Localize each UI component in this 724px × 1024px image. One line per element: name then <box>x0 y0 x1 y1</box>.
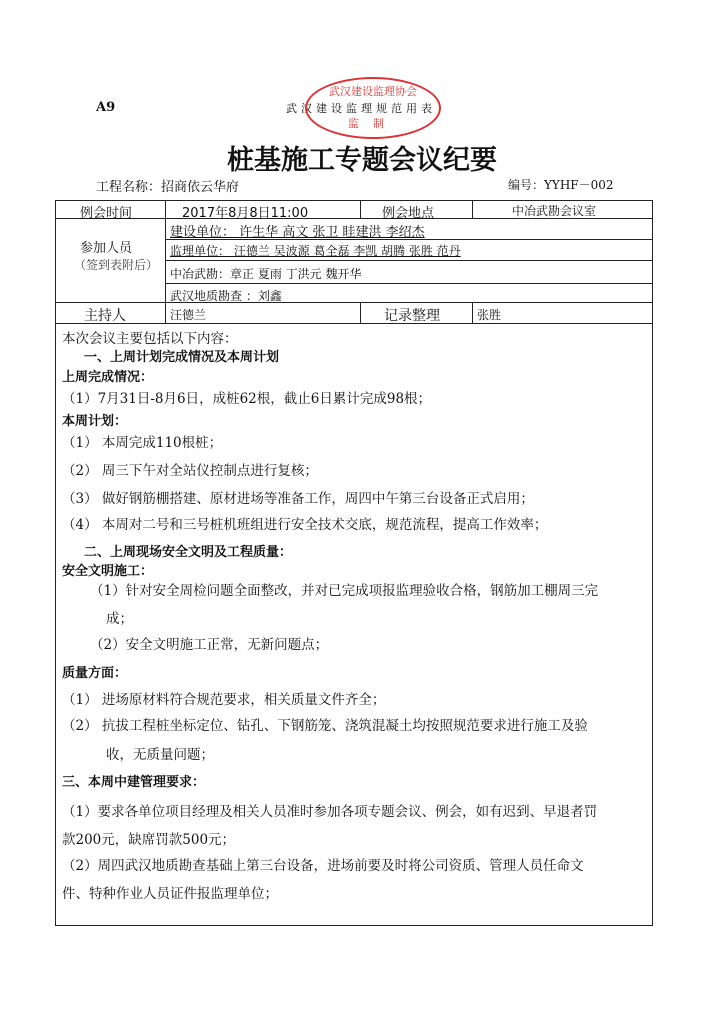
subsection-heading: 上周完成情况： <box>62 370 154 385</box>
table-divider <box>165 260 653 261</box>
attendees-supervision: 监理单位： 汪德兰 吴波源 葛全磊 李凯 胡腾 张胜 范丹 <box>170 244 461 258</box>
body-line: （2）周四武汉地质勘查基础上第三台设备，进场前要及时将公司资质、管理人员任命文 <box>62 858 584 874</box>
body-line: （1）要求各单位项目经理及相关人员准时参加各项专题会议、例会，如有迟到、早退者罚 <box>62 804 598 820</box>
body-line: 收，无质量问题； <box>106 747 214 763</box>
spec-text: 武汉建设监理规范用表 <box>286 102 436 115</box>
meeting-place-value: 中冶武勘会议室 <box>512 204 597 218</box>
table-divider <box>472 302 473 323</box>
document-code: 编号：YYHF－002 <box>508 178 614 192</box>
table-divider <box>165 283 653 284</box>
subsection-heading: 安全文明施工： <box>62 564 154 579</box>
body-line: 本次会议主要包括以下内容： <box>62 331 238 347</box>
attendees-label: 参加人员 <box>80 241 133 256</box>
host-label: 主持人 <box>84 308 126 324</box>
association-stamp <box>305 77 441 139</box>
body-line: （3） 做好钢筋棚搭建、原材进场等准备工作，周四中午第三台设备正式启用； <box>62 491 534 507</box>
body-line: （2）安全文明施工正常，无新问题点； <box>90 637 329 653</box>
body-line: （1）7月31日-8月6日，成桩62根，截止6日累计完成98根； <box>62 391 432 407</box>
subsection-heading: 质量方面： <box>62 666 128 681</box>
section-heading: 三、本周中建管理要求： <box>62 775 206 790</box>
table-divider <box>165 200 166 323</box>
meeting-place-label: 例会地点 <box>382 206 435 221</box>
body-line: （1） 进场原材料符合规范要求，相关质量文件齐全； <box>62 692 386 708</box>
section-heading: 二、上周现场安全文明及工程质量： <box>84 545 293 560</box>
table-divider <box>55 323 653 324</box>
recorder-label: 记录整理 <box>384 308 440 324</box>
meeting-time-value: 2017年8月8日11:00 <box>182 206 309 221</box>
body-line: 款200元，缺席罚款500元； <box>62 832 236 848</box>
body-line: 件、特种作业人员证件报监理单位； <box>62 886 278 902</box>
section-heading: 一、上周计划完成情况及本周计划 <box>84 350 280 365</box>
body-line: （4） 本周对二号和三号桩机班组进行安全技术交底，规范流程，提高工作效率； <box>62 517 548 533</box>
table-border <box>55 200 653 201</box>
attendees-geology: 武汉地质勘查 ：刘鑫 <box>170 289 282 303</box>
form-id: A9 <box>96 100 116 115</box>
table-divider <box>472 200 473 218</box>
body-line: （1）针对安全周检问题全面整改，并对已完成项报监理验收合格，钢筋加工棚周三完 <box>90 583 599 599</box>
table-border <box>55 925 653 926</box>
attendees-zhongye: 中冶武勘：章正 夏雨 丁洪元 魏开华 <box>170 267 362 281</box>
page-title: 桩基施工专题会议纪要 <box>227 145 497 176</box>
host-value: 汪德兰 <box>170 308 207 322</box>
table-divider <box>360 302 361 323</box>
subsection-heading: 本周计划： <box>62 414 128 429</box>
attendees-note: （签到表附后） <box>74 258 159 272</box>
stamp-bottom-text: 监制 <box>348 117 398 130</box>
project-name: 工程名称：招商依云华府 <box>96 180 240 195</box>
attendees-construction: 建设单位： 许生华 高文 张卫 眭建洪 李绍杰 <box>170 225 425 240</box>
table-border <box>652 200 653 926</box>
body-line: （2） 周三下午对全站仪控制点进行复核； <box>62 463 318 479</box>
body-line: （2） 抗拔工程桩坐标定位、钻孔、下钢筋笼、浇筑混凝土均按照规范要求进行施工及验 <box>62 718 588 734</box>
table-border <box>55 200 56 926</box>
recorder-value: 张胜 <box>477 308 502 322</box>
body-line: 成； <box>106 611 133 627</box>
table-divider <box>360 200 361 218</box>
table-divider <box>55 302 653 303</box>
meeting-time-label: 例会时间 <box>80 206 133 221</box>
body-line: （1） 本周完成110根桩； <box>62 435 223 451</box>
stamp-top-text: 武汉建设监理协会 <box>329 85 417 98</box>
